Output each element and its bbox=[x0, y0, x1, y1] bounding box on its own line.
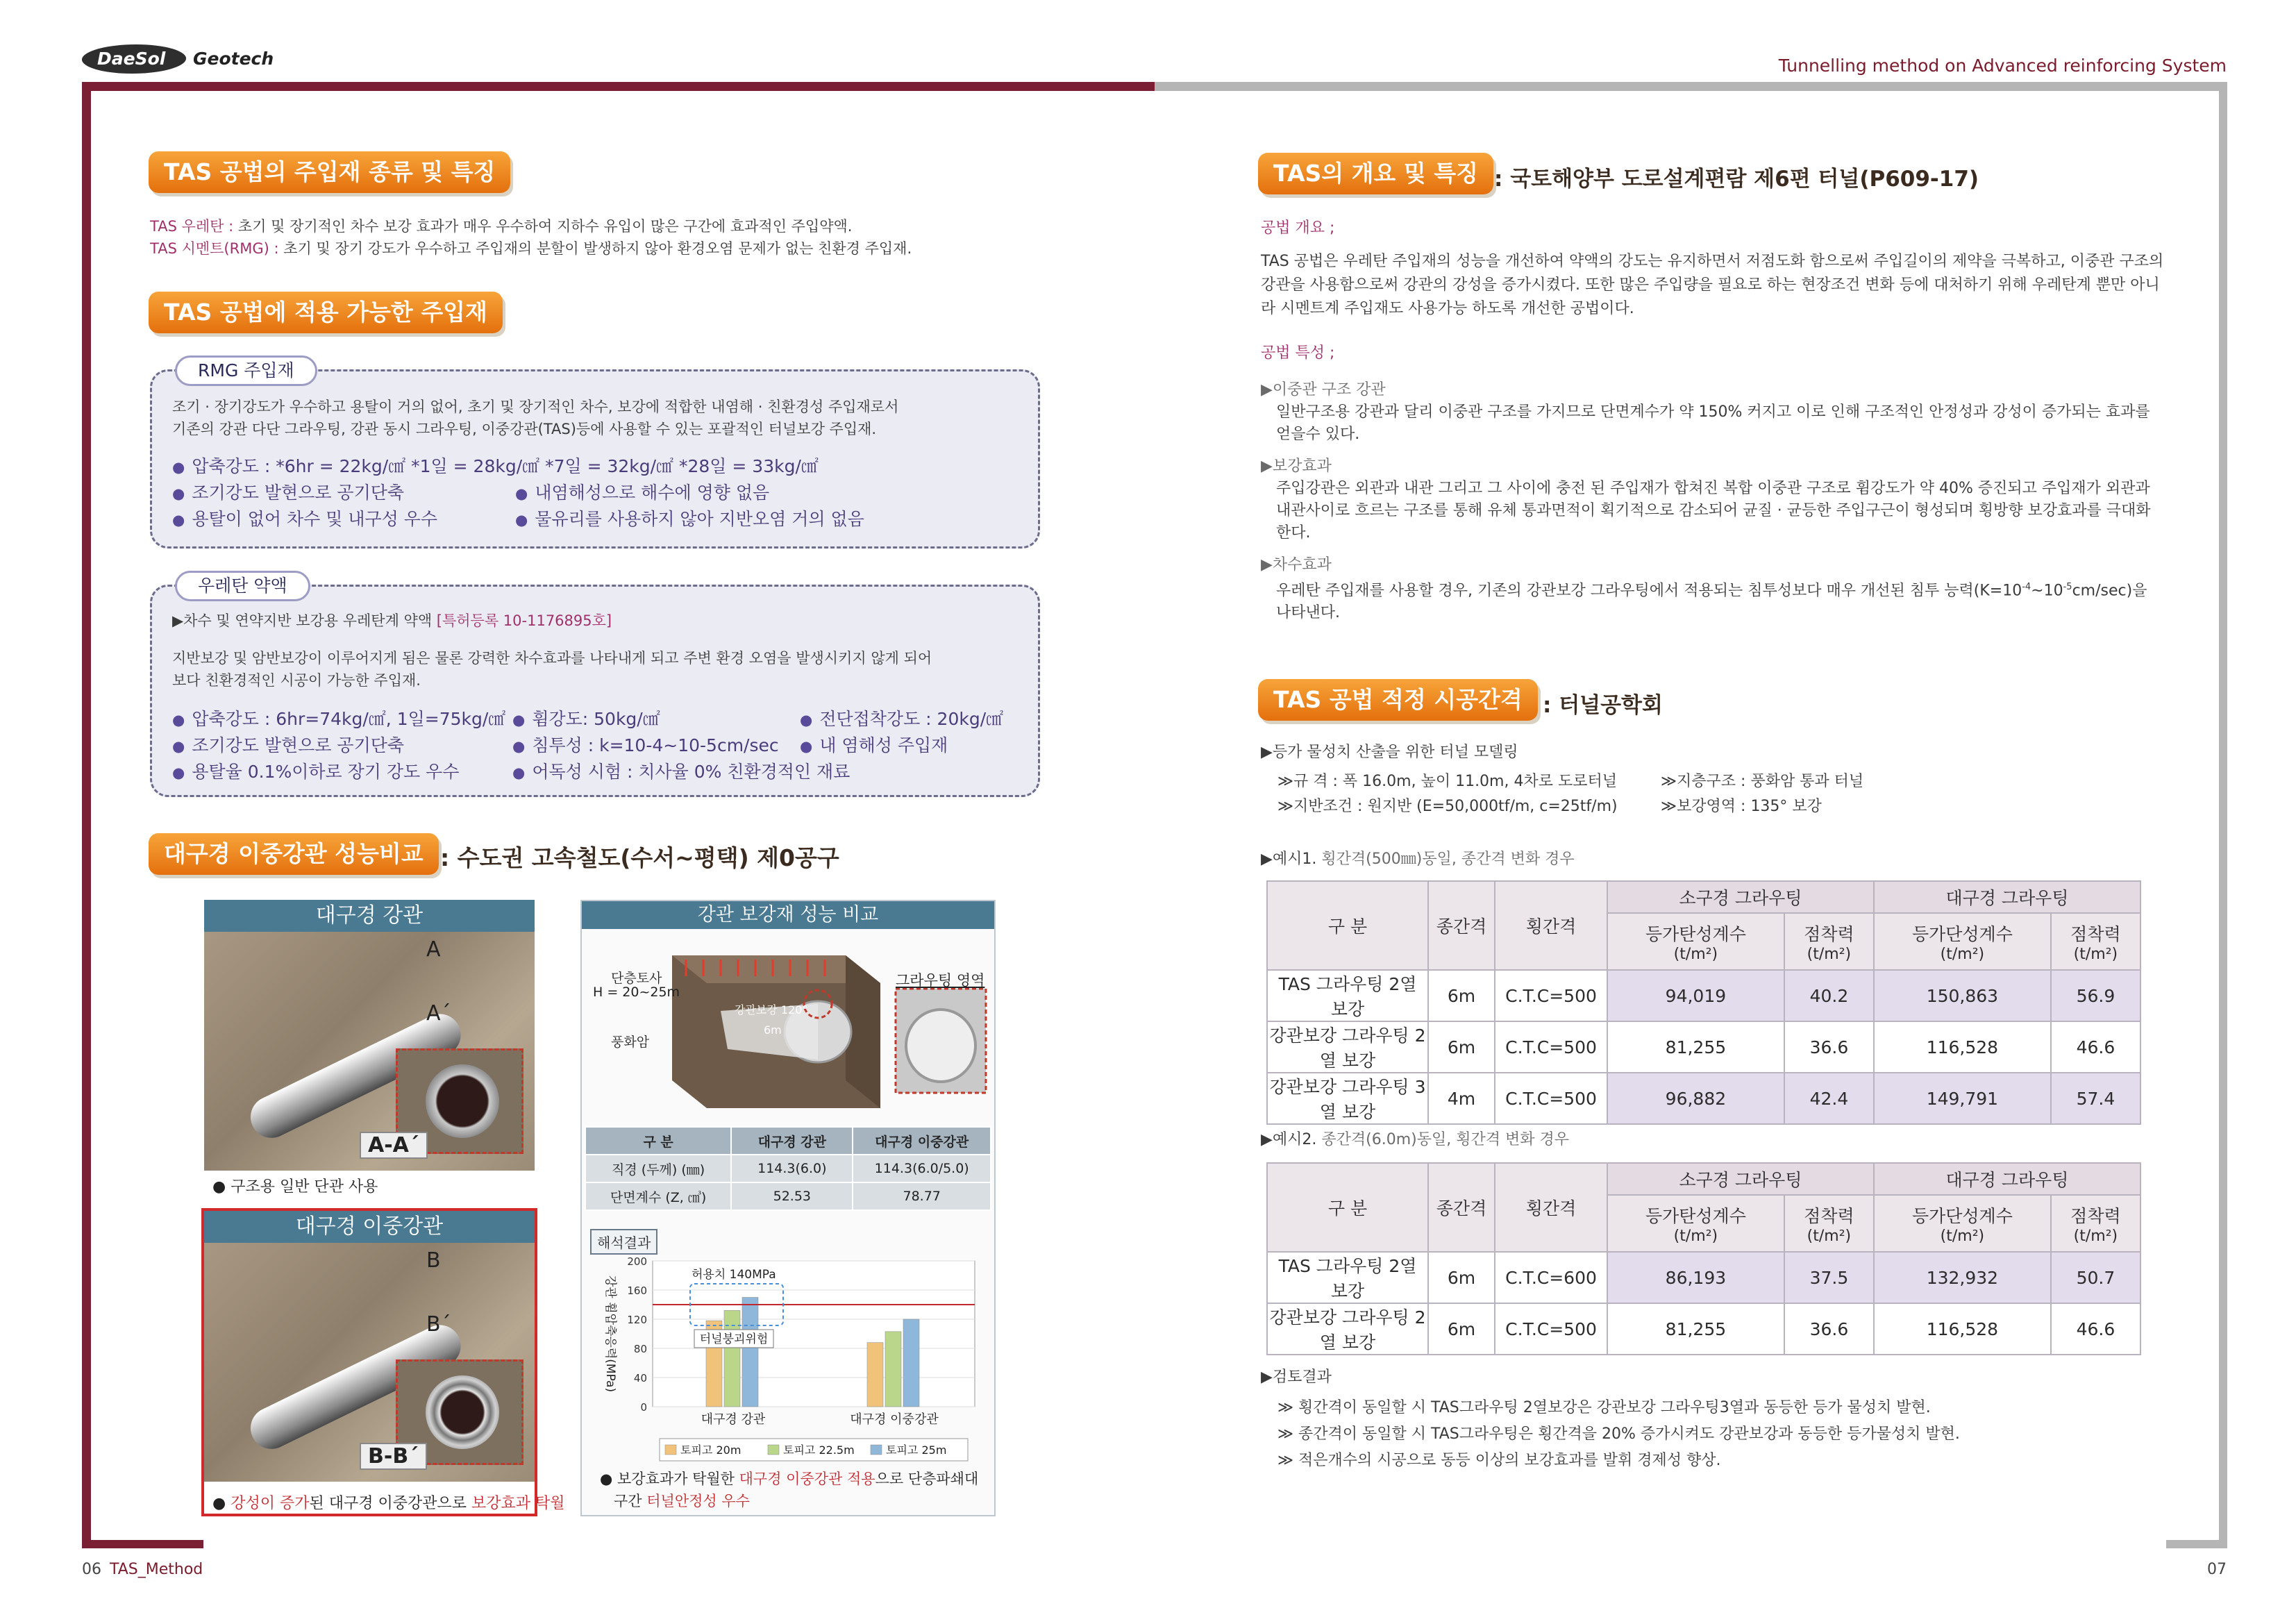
feature-reinforce-line1: 주입강관은 외관과 내관 그리고 그 사이에 충전 된 주입재가 합쳐진 복합 이중관 구조로 휨강도가 약 40% 증진되고 주입재가 외관과 bbox=[1276, 480, 2150, 497]
single-pipe-photo bbox=[204, 932, 535, 1171]
stick-label: 점착력 bbox=[2070, 923, 2121, 944]
table-cell: 56.9 bbox=[2051, 970, 2140, 1021]
table2-head-eq-small bbox=[1607, 1195, 1784, 1252]
logo-word-daesol: DaeSol bbox=[97, 49, 166, 69]
table-cell: 강관보강 그라우팅 3열 보강 bbox=[1267, 1073, 1428, 1124]
example2-title bbox=[1261, 1128, 1569, 1149]
rmg-desc-line2: 기존의 강관 다단 그라우팅, 강관 동시 그라우팅, 이중강관(TAS)등에 사용할 수 있는 포괄적인 터널보강 주입재. bbox=[172, 421, 877, 437]
bottom-bar-left bbox=[82, 1540, 203, 1548]
table2-head-gubun: 구 분 bbox=[1267, 1163, 1428, 1252]
panel-single-pipe-title: 대구경 강관 bbox=[204, 900, 535, 932]
urethane-desc: 초기 및 장기적인 차수 보강 효과가 매우 우수하여 지하수 유입이 많은 구간에 효과적인 주입약액. bbox=[233, 218, 853, 235]
letter-a-bottom: A´ bbox=[426, 1001, 451, 1026]
table-cell: 강관보강 그라우팅 2열 보강 bbox=[1267, 1021, 1428, 1073]
urethane-label: TAS 우레탄 : bbox=[150, 218, 234, 235]
eq-label: 등가탄성계수 bbox=[1645, 923, 1746, 944]
pipe-spec-cell: 단면계수 (Z, ㎤) bbox=[585, 1182, 731, 1210]
pipe-spec-cell: 114.3(6.0/5.0) bbox=[853, 1155, 991, 1182]
unit-label: (t/m²) bbox=[2073, 945, 2118, 963]
stress-chart bbox=[590, 1254, 993, 1466]
table-cell: 96,882 bbox=[1607, 1073, 1784, 1124]
section-label-a: A-A´ bbox=[360, 1132, 428, 1159]
model-spec-ground: ≫지반조건 : 원지반 (E=50,000tf/m, c=25tf/m) bbox=[1277, 798, 1618, 815]
table-cell: C.T.C=500 bbox=[1495, 1021, 1607, 1073]
urethane-patent-number: [특허등록 10-1176895호] bbox=[436, 612, 612, 629]
example2-table bbox=[1266, 1162, 2141, 1355]
y-tick-label: 160 bbox=[627, 1284, 647, 1297]
bar-1-0 bbox=[867, 1343, 883, 1407]
letter-a-top: A bbox=[426, 937, 441, 962]
logo-word-geotech: Geotech bbox=[193, 49, 274, 69]
overview-line1: TAS 공법은 우레탄 주입재의 성능을 개선하여 약액의 강도는 유지하면서 저점도화 함으로써 주입길이의 제약을 극복하고, 이중관 구조의 bbox=[1261, 253, 2164, 270]
table-cell: 149,791 bbox=[1874, 1073, 2051, 1124]
urethane-bullet-early: ● 조기강도 발현으로 공기단축 bbox=[172, 732, 404, 757]
tunnel-diagram-svg bbox=[589, 935, 990, 1116]
eq-label: 등가단성계수 bbox=[1911, 1205, 2013, 1226]
company-logo bbox=[82, 44, 274, 74]
urethane-patent-text: ▶차수 및 연약지반 보강용 우레탄계 약액 bbox=[172, 612, 437, 629]
table1-head-stick-large bbox=[2051, 913, 2140, 970]
page-number-right: 07 bbox=[2207, 1561, 2227, 1578]
table-cell: C.T.C=500 bbox=[1495, 1303, 1607, 1355]
y-tick-label: 40 bbox=[633, 1372, 647, 1384]
table-cell: 36.6 bbox=[1784, 1021, 1874, 1073]
feature-waterproof-title: ▶차수효과 bbox=[1261, 556, 1332, 574]
top-bar-left bbox=[82, 82, 1155, 91]
unit-label: (t/m²) bbox=[1940, 945, 1985, 963]
threshold-label: 허용치 140MPa bbox=[692, 1268, 776, 1282]
y-tick-label: 0 bbox=[640, 1401, 647, 1414]
diagram-label-length: 6m bbox=[764, 1023, 782, 1037]
table2-row bbox=[1267, 1252, 2140, 1303]
legend-swatch bbox=[871, 1445, 882, 1455]
rmg-desc-line1: 조기 · 장기강도가 우수하고 용탈이 거의 없어, 초기 및 장기적인 차수, 보강에 적합한 내염해 · 친환경성 주입재로서 bbox=[172, 399, 899, 415]
spacing-subtitle: : 터널공학회 bbox=[1543, 693, 1663, 718]
cement-label: TAS 시멘트(RMG) : bbox=[150, 240, 279, 257]
waterproof-mid: ~10 bbox=[2031, 582, 2063, 600]
stick-label: 점착력 bbox=[1804, 1205, 1854, 1226]
model-title: ▶등가 물성치 산출을 위한 터널 모델링 bbox=[1261, 744, 1518, 761]
grouting-detail-ring bbox=[906, 1010, 975, 1082]
pipe-spec-table bbox=[585, 1126, 991, 1211]
diagram-label-grouting: 그라우팅 영역 bbox=[896, 972, 985, 989]
model-spec-area: ≫보강영역 : 135° 보강 bbox=[1661, 798, 1822, 815]
urethane-bullet-toxicity: ● 어독성 시험 : 치사율 0% 친환경적인 재료 bbox=[512, 758, 850, 783]
urethane-bullet-compress: ● 압축강도 : 6hr=74kg/㎠, 1일=75kg/㎠ bbox=[172, 705, 505, 730]
table-cell: 46.6 bbox=[2051, 1303, 2140, 1355]
model-spec-size: ≫규 격 : 폭 16.0m, 높이 11.0m, 4차로 도로터널 bbox=[1277, 773, 1617, 790]
stick-label: 점착력 bbox=[1804, 923, 1854, 944]
legend-label: 토피고 25m bbox=[886, 1443, 947, 1457]
urethane-desc-line1: 지반보강 및 암반보강이 이루어지게 됨은 물론 강력한 차수효과를 나타내게 되고 주변 환경 오염을 발생시키지 않게 되어 bbox=[172, 650, 932, 667]
caption-middle: 된 대구경 이중강관으로 bbox=[309, 1495, 471, 1512]
feature-reinforce-line2: 내관사이로 흐르는 구조를 통해 유체 통과면적이 획기적으로 감소되어 균질 · 균등한 주입구근이 형성되며 횡방향 보강효과를 극대화 bbox=[1276, 502, 2151, 519]
diagram-label-angle: 강관보강 120° bbox=[735, 1003, 808, 1016]
diagram-label-rock: 풍화암 bbox=[611, 1035, 650, 1050]
table1-head-stick-small bbox=[1784, 913, 1874, 970]
example1-title bbox=[1261, 847, 1575, 869]
review-line3: ≫ 적은개수의 시공으로 동등 이상의 보강효과를 발휘 경제성 향상. bbox=[1277, 1452, 1721, 1469]
waterproof-text: 우레탄 주입재를 사용할 경우, 기존의 강관보강 그라우팅에서 적용되는 침투성보다 매우 개선된 침투 능력(K=10 bbox=[1276, 582, 2022, 600]
section-title-applicable-injections: TAS 공법에 적용 가능한 주입재 bbox=[149, 292, 503, 333]
tas-overview-subtitle: : 국토해양부 도로설계편람 제6편 터널(P609-17) bbox=[1494, 167, 1979, 192]
section-label-b: B-B´ bbox=[360, 1443, 427, 1470]
table1-head-eq-large bbox=[1874, 913, 2051, 970]
waterproof-exp1: -4 bbox=[2022, 582, 2031, 592]
table1-head-gubun: 구 분 bbox=[1267, 881, 1428, 970]
pipe-spec-header: 구 분 bbox=[585, 1127, 731, 1155]
rmg-bullet-early: ● 조기강도 발현으로 공기단축 bbox=[172, 479, 404, 504]
bar-1-2 bbox=[903, 1319, 919, 1407]
pipe-spec-header: 대구경 이중강관 bbox=[853, 1127, 991, 1155]
comparison-note-line2 bbox=[614, 1490, 750, 1511]
feature-double-pipe-line2: 얻을수 있다. bbox=[1276, 426, 1360, 443]
y-tick-label: 200 bbox=[627, 1255, 647, 1268]
table-cell: 116,528 bbox=[1874, 1303, 2051, 1355]
section-title-tas-overview: TAS의 개요 및 특징 bbox=[1258, 153, 1493, 194]
unit-label: (t/m²) bbox=[1673, 945, 1718, 963]
pipe-cross-section-a bbox=[426, 1064, 499, 1138]
urethane-description bbox=[172, 647, 1019, 692]
note-middle-text: 으로 단층파쇄대 bbox=[875, 1471, 979, 1487]
caption-bullet: ● bbox=[212, 1495, 231, 1512]
table2-header-row1 bbox=[1267, 1163, 2140, 1195]
table1-head-hoeng: 횡간격 bbox=[1495, 881, 1607, 970]
overview-line2: 강관을 사용함으로써 강관의 강성을 증가시켰다. 또한 많은 주입량을 필요로 하는 현장조건 변화 등에 대처하기 위해 우레탄계 뿐만 아니 bbox=[1261, 276, 2160, 294]
table2-head-stick-small bbox=[1784, 1195, 1874, 1252]
note-line2-pre: 구간 bbox=[614, 1493, 647, 1509]
feature-reinforce-line3: 한다. bbox=[1276, 524, 1311, 542]
legend-swatch bbox=[768, 1445, 779, 1455]
double-pipe-photo bbox=[204, 1243, 535, 1482]
waterproof-end: cm/sec)을 bbox=[2072, 582, 2147, 600]
y-tick-label: 120 bbox=[627, 1314, 647, 1326]
table2-head-large: 대구경 그라우팅 bbox=[1874, 1163, 2140, 1195]
unit-label: (t/m²) bbox=[1940, 1227, 1985, 1245]
pipe-spec-row bbox=[585, 1182, 991, 1210]
table-cell: 6m bbox=[1428, 970, 1495, 1021]
bar-0-2 bbox=[742, 1298, 758, 1407]
cement-line bbox=[150, 237, 983, 260]
diagram-label-fault: 단층토사 bbox=[611, 971, 662, 986]
table2-head-hoeng: 횡간격 bbox=[1495, 1163, 1607, 1252]
x-tick-label: 대구경 이중강관 bbox=[850, 1412, 939, 1427]
table-cell: 150,863 bbox=[1874, 970, 2051, 1021]
note-red-double-pipe: 대구경 이중강관 적용 bbox=[739, 1471, 875, 1487]
panel-double-pipe-title: 대구경 이중강관 bbox=[204, 1211, 535, 1243]
table2-row bbox=[1267, 1303, 2140, 1355]
bottom-bar-right bbox=[2166, 1540, 2227, 1548]
example1-sub: 횡간격(500㎜)동일, 종간격 변화 경우 bbox=[1321, 851, 1575, 868]
example2-label: ▶예시2. bbox=[1261, 1131, 1322, 1148]
cement-desc: 초기 및 장기 강도가 우수하고 주입재의 분할이 발생하지 않아 환경오염 문제가 없는 친환경 주입재. bbox=[278, 240, 912, 257]
example1-label: ▶예시1. bbox=[1261, 851, 1322, 868]
section-title-injection-types: TAS 공법의 주입재 종류 및 특징 bbox=[149, 151, 510, 193]
table-cell: 6m bbox=[1428, 1303, 1495, 1355]
y-axis-label: 강관 휨압축응력(MPa) bbox=[603, 1275, 617, 1393]
feature-waterproof-line1 bbox=[1261, 576, 2170, 602]
rmg-bullet-durable: ● 용탈이 없어 차수 및 내구성 우수 bbox=[172, 505, 437, 530]
table-cell: 37.5 bbox=[1784, 1252, 1874, 1303]
urethane-patent bbox=[172, 610, 1019, 632]
table-cell: 6m bbox=[1428, 1021, 1495, 1073]
model-spec-stratum: ≫지층구조 : 풍화암 통과 터널 bbox=[1661, 773, 1864, 790]
caption-red-effect: 보강효과 탁월 bbox=[471, 1495, 565, 1512]
overview-block bbox=[1261, 217, 2170, 365]
bar-1-1 bbox=[885, 1332, 901, 1407]
table1-head-eq-small bbox=[1607, 913, 1784, 970]
table-cell: 42.4 bbox=[1784, 1073, 1874, 1124]
tunnel-diagram bbox=[589, 935, 990, 1116]
table2-head-stick-large bbox=[2051, 1195, 2140, 1252]
rmg-bullet-salt: ● 내염해성으로 해수에 영향 없음 bbox=[515, 479, 769, 504]
urethane-label-tag: 우레탄 약액 bbox=[175, 571, 310, 601]
header-title: Tunnelling method on Advanced reinforcing System bbox=[1778, 56, 2227, 76]
urethane-desc-line2: 보다 친환경적인 시공이 가능한 주입재. bbox=[172, 672, 421, 689]
legend-label: 토피고 20m bbox=[680, 1443, 741, 1457]
table-cell: 36.6 bbox=[1784, 1303, 1874, 1355]
table-cell: 116,528 bbox=[1874, 1021, 2051, 1073]
urethane-bullet-salt: ● 내 염해성 주입재 bbox=[800, 732, 948, 757]
pipe-spec-cell: 114.3(6.0) bbox=[731, 1155, 853, 1182]
y-tick-label: 80 bbox=[633, 1343, 647, 1355]
pipe-spec-cell: 직경 (두께) (㎜) bbox=[585, 1155, 731, 1182]
top-bar-right bbox=[1155, 82, 2227, 91]
section-title-spacing: TAS 공법 적정 시공간격 bbox=[1258, 679, 1538, 721]
table-cell: 57.4 bbox=[2051, 1073, 2140, 1124]
unit-label: (t/m²) bbox=[2073, 1227, 2118, 1245]
footer-left bbox=[82, 1561, 203, 1578]
feature-double-pipe-line1: 일반구조용 강관과 달리 이중관 구조를 가지므로 단면계수가 약 150% 커지고 이로 인해 구조적인 안정성과 강성이 증가되는 효과를 bbox=[1276, 403, 2150, 421]
table-cell: C.T.C=600 bbox=[1495, 1252, 1607, 1303]
feature-label: 공법 특성 ; bbox=[1261, 344, 1335, 362]
table-cell: 50.7 bbox=[2051, 1252, 2140, 1303]
pipe-spec-cell: 52.53 bbox=[731, 1182, 853, 1210]
waterproof-exp2: -5 bbox=[2063, 582, 2072, 592]
note-bullet-text: ● 보강효과가 탁월한 bbox=[600, 1471, 739, 1487]
review-title: ▶검토결과 bbox=[1261, 1368, 1332, 1386]
double-pipe-caption bbox=[212, 1491, 565, 1513]
table1-header-row1 bbox=[1267, 881, 2140, 913]
table2-head-small: 소구경 그라우팅 bbox=[1607, 1163, 1874, 1195]
table-cell: 46.6 bbox=[2051, 1021, 2140, 1073]
pipe-cross-section-b bbox=[426, 1375, 499, 1449]
table-cell: 40.2 bbox=[1784, 970, 1874, 1021]
page-number-left: 06 bbox=[82, 1561, 101, 1578]
eq-label: 등가탄성계수 bbox=[1645, 1205, 1746, 1226]
table1-row bbox=[1267, 1021, 2140, 1073]
injection-types-text bbox=[150, 215, 983, 260]
stick-label: 점착력 bbox=[2070, 1205, 2121, 1226]
annotation-label: 터널붕괴위험 bbox=[699, 1332, 769, 1346]
urethane-bullet-shear: ● 전단접착강도 : 20kg/㎠ bbox=[800, 705, 1003, 730]
urethane-bullet-bend: ● 휨강도: 50kg/㎠ bbox=[512, 705, 660, 730]
example1-table bbox=[1266, 880, 2141, 1125]
table-cell: C.T.C=500 bbox=[1495, 970, 1607, 1021]
table-cell: 6m bbox=[1428, 1252, 1495, 1303]
feature-block bbox=[1261, 379, 2170, 624]
overview-line3: 라 시멘트계 주입재도 사용가능 하도록 개선한 공법이다. bbox=[1261, 300, 1634, 317]
feature-waterproof-line2: 나타낸다. bbox=[1276, 604, 1341, 622]
table-cell: TAS 그라우팅 2열 보강 bbox=[1267, 970, 1428, 1021]
unit-label: (t/m²) bbox=[1673, 1227, 1718, 1245]
table1-head-large: 대구경 그라우팅 bbox=[1874, 881, 2140, 913]
table1-row bbox=[1267, 1073, 2140, 1124]
table-cell: 81,255 bbox=[1607, 1021, 1784, 1073]
urethane-bullet-leaching: ● 용탈율 0.1%이하로 장기 강도 우수 bbox=[172, 758, 459, 783]
caption-red-rigidity: 강성이 증가 bbox=[231, 1495, 310, 1512]
single-pipe-caption: ● 구조용 일반 단관 사용 bbox=[212, 1178, 378, 1196]
urethane-bullet-permeability: ● 침투성 : k=10-4~10-5cm/sec bbox=[512, 732, 779, 757]
rmg-description bbox=[172, 396, 1019, 440]
table1-row bbox=[1267, 970, 2140, 1021]
rmg-bullet-no-pollution: ● 물유리를 사용하지 않아 지반오염 거의 없음 bbox=[515, 505, 864, 530]
feature-reinforce-title: ▶보강효과 bbox=[1261, 458, 1332, 475]
left-border bbox=[82, 82, 91, 1547]
right-border bbox=[2219, 82, 2227, 1547]
legend-label: 토피고 22.5m bbox=[783, 1443, 855, 1457]
comparison-note-line1 bbox=[600, 1468, 978, 1489]
overview-label: 공법 개요 ; bbox=[1261, 219, 1335, 237]
example2-sub: 종간격(6.0m)동일, 횡간격 변화 경우 bbox=[1321, 1131, 1570, 1148]
urethane-line bbox=[150, 215, 983, 237]
pipe-spec-header: 대구경 강관 bbox=[731, 1127, 853, 1155]
pipe-comparison-subtitle: : 수도권 고속철도(수서~평택) 제0공구 bbox=[440, 844, 839, 871]
comparison-panel-title: 강관 보강재 성능 비교 bbox=[582, 901, 994, 929]
diagram-label-depth: H = 20~25m bbox=[593, 985, 680, 1000]
table2-head-jong: 종간격 bbox=[1428, 1163, 1495, 1252]
x-tick-label: 대구경 강관 bbox=[701, 1412, 766, 1427]
unit-label: (t/m²) bbox=[1807, 945, 1852, 963]
table-cell: 86,193 bbox=[1607, 1252, 1784, 1303]
rmg-bullet-strength: ● 압축강도 : *6hr = 22kg/㎠ *1일 = 28kg/㎠ *7일 = 32kg/㎠ *28일 = 33kg/㎠ bbox=[172, 453, 819, 478]
review-line1: ≫ 횡간격이 동일할 시 TAS그라우팅 2열보강은 강관보강 그라우팅3열과 동등한 등가 물성치 발현. bbox=[1277, 1399, 1931, 1416]
table-cell: 4m bbox=[1428, 1073, 1495, 1124]
footer-title: TAS_Method bbox=[110, 1561, 203, 1578]
unit-label: (t/m²) bbox=[1807, 1227, 1852, 1245]
table-cell: 132,932 bbox=[1874, 1252, 2051, 1303]
table1-head-small: 소구경 그라우팅 bbox=[1607, 881, 1874, 913]
table-cell: 94,019 bbox=[1607, 970, 1784, 1021]
note-red-stability: 터널안정성 우수 bbox=[646, 1493, 750, 1509]
pipe-spec-header-row bbox=[585, 1127, 991, 1155]
rmg-label: RMG 주입재 bbox=[175, 355, 317, 386]
table-cell: C.T.C=500 bbox=[1495, 1073, 1607, 1124]
table2-head-eq-large bbox=[1874, 1195, 2051, 1252]
review-line2: ≫ 종간격이 동일할 시 TAS그라우팅은 횡간격을 20% 증가시켜도 강관보강과 동등한 등가물성치 발현. bbox=[1277, 1425, 1960, 1443]
letter-b-bottom: B´ bbox=[426, 1312, 451, 1337]
pipe-spec-row bbox=[585, 1155, 991, 1182]
pipe-spec-cell: 78.77 bbox=[853, 1182, 991, 1210]
legend-swatch bbox=[665, 1445, 676, 1455]
section-title-pipe-comparison: 대구경 이중강관 성능비교 bbox=[149, 833, 439, 875]
result-label: 해석결과 bbox=[590, 1229, 657, 1255]
feature-double-pipe-title: ▶이중관 구조 강관 bbox=[1261, 381, 1386, 399]
letter-b-top: B bbox=[426, 1248, 441, 1273]
eq-label: 등가단성계수 bbox=[1911, 923, 2013, 944]
table1-head-jong: 종간격 bbox=[1428, 881, 1495, 970]
table-cell: 81,255 bbox=[1607, 1303, 1784, 1355]
table-cell: 강관보강 그라우팅 2열 보강 bbox=[1267, 1303, 1428, 1355]
table-cell: TAS 그라우팅 2열 보강 bbox=[1267, 1252, 1428, 1303]
